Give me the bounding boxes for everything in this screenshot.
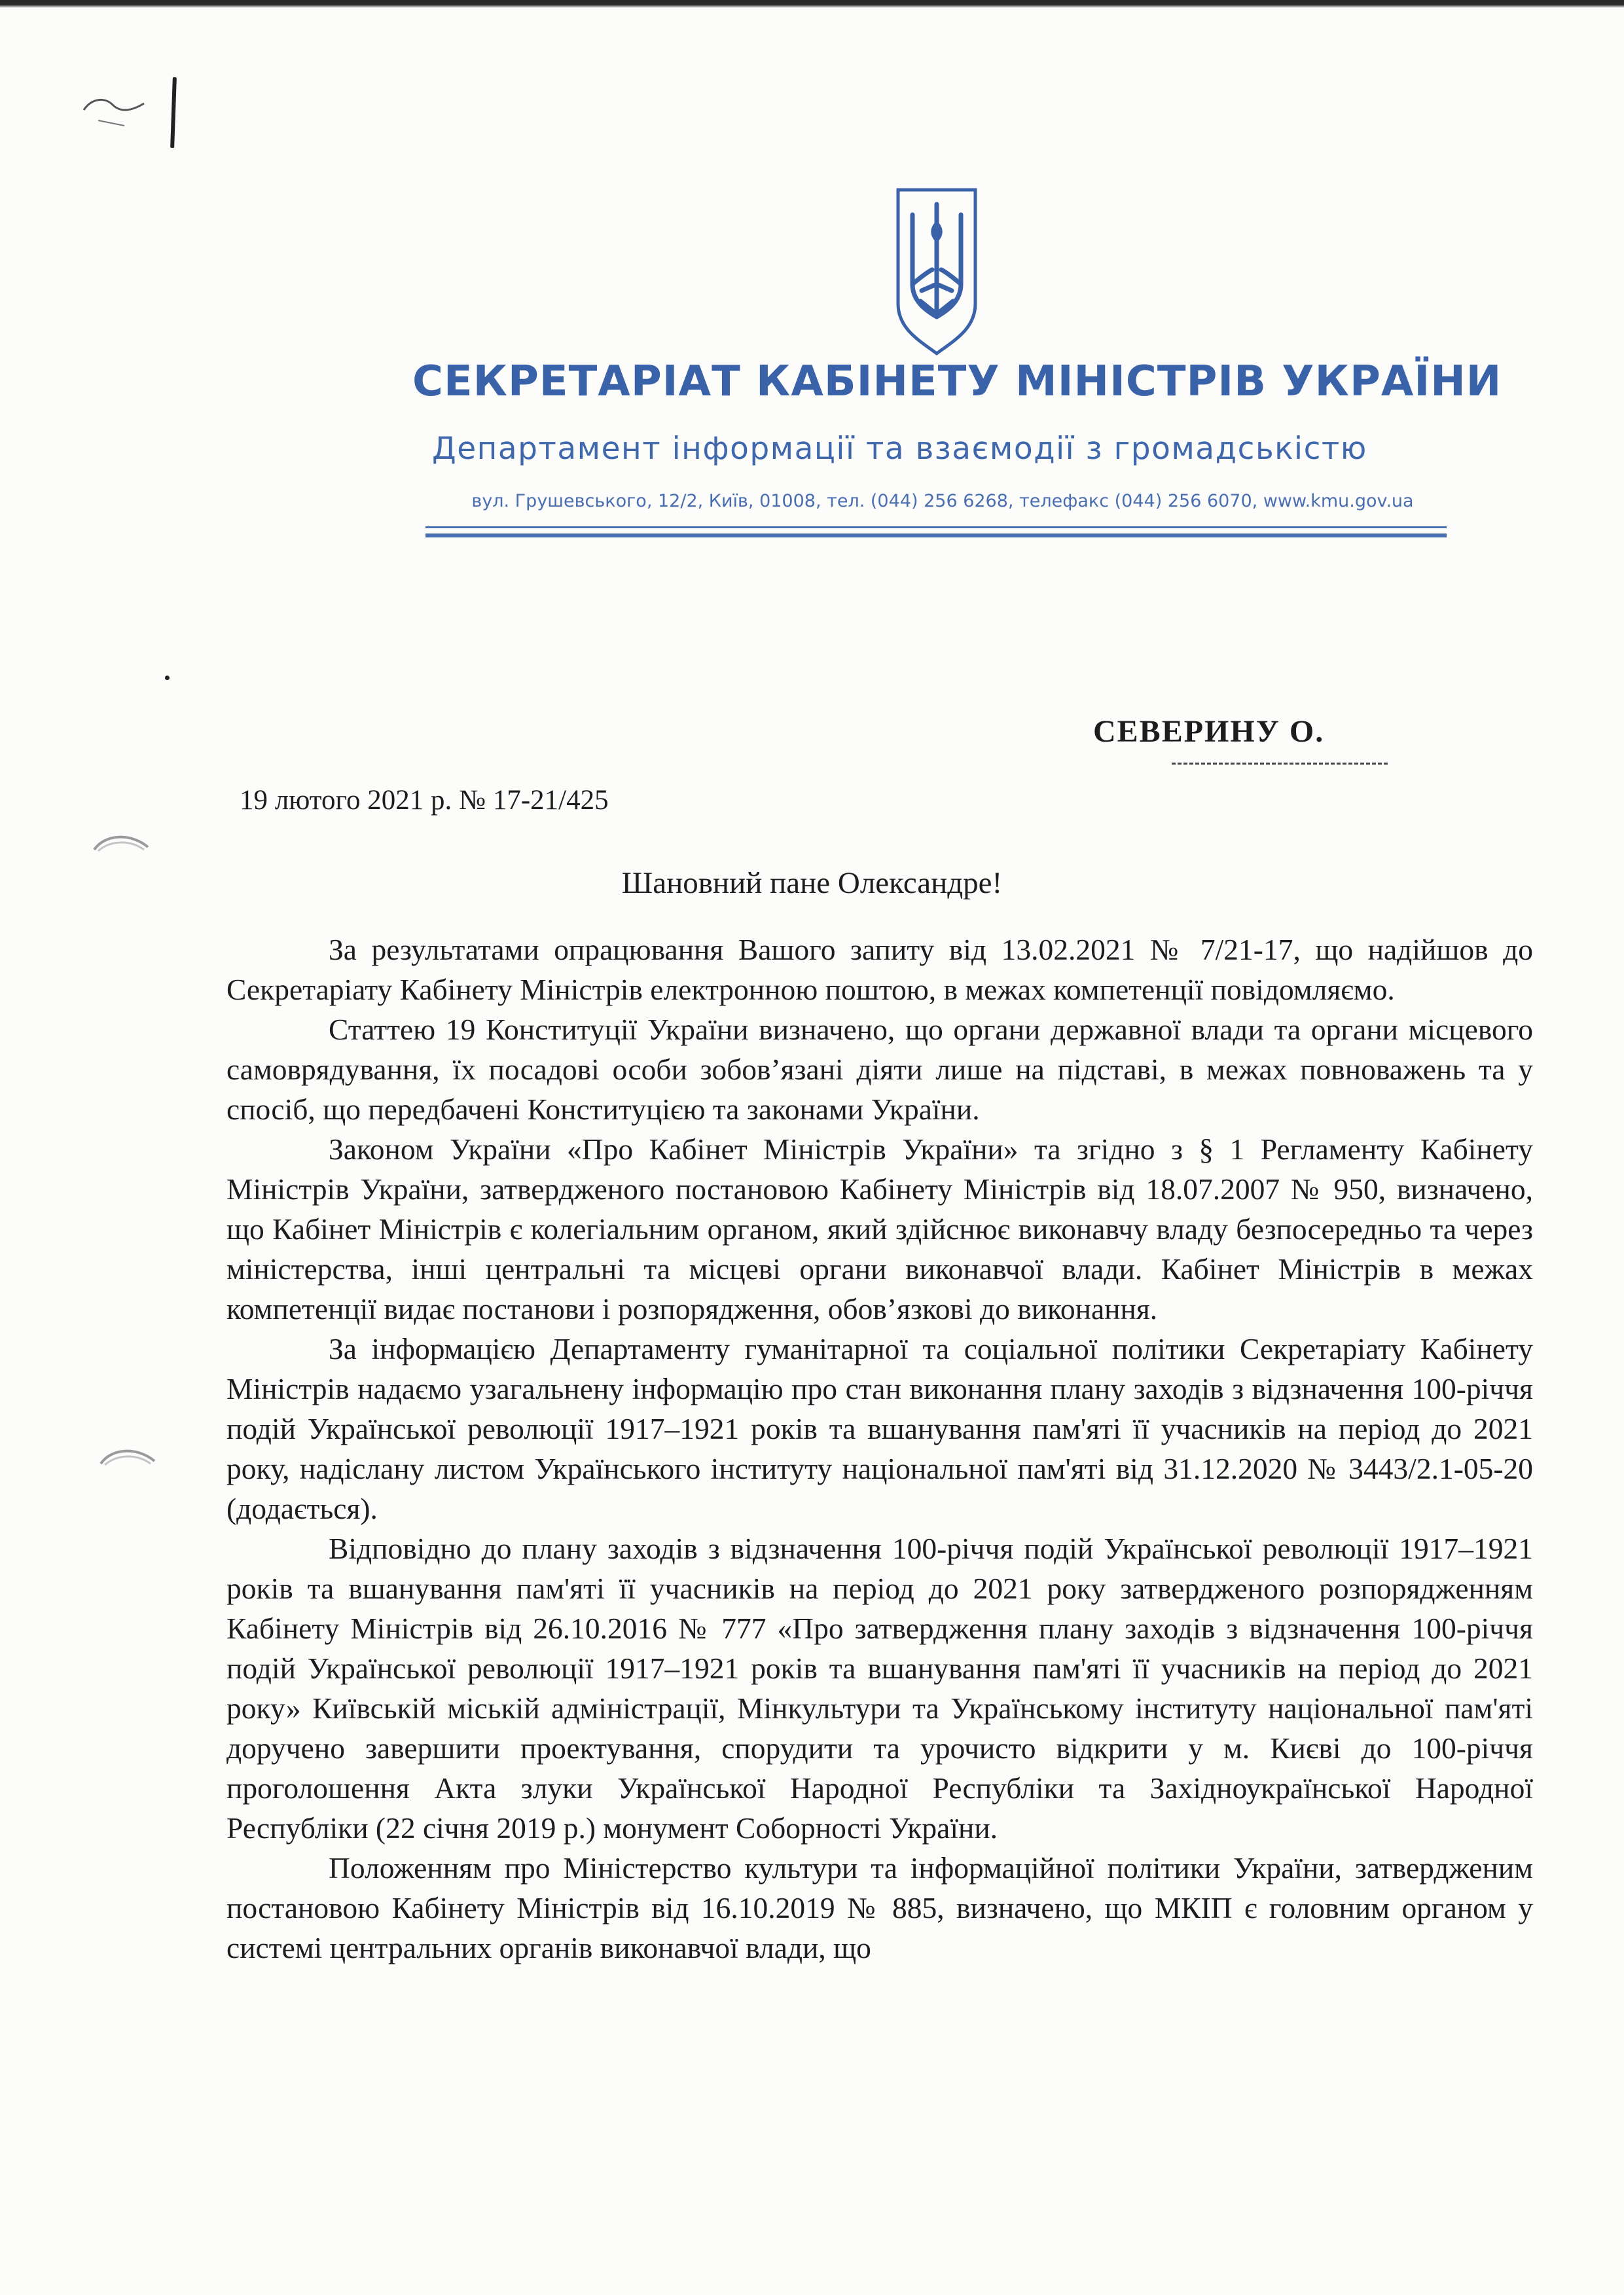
pen-scribble-mark [79, 92, 151, 131]
addressee: СЕВЕРИНУ О. [1093, 714, 1325, 749]
letterhead-divider-thick [425, 533, 1447, 537]
registration-date-number: 19 лютого 2021 р. № 17-21/425 [240, 785, 609, 816]
department-name: Департамент інформації та взаємодії з громадськістю [432, 431, 1367, 467]
paragraph: Статтею 19 Конституції України визначено, що органи державної влади та органи місцевого самоврядування, їх посадові особи зобов’язані діяти лише на підставі, в межах повноважень та у спосіб, що передбачені Конституцією та законами України. [226, 1013, 1533, 1126]
salutation: Шановний пане Олександре! [621, 866, 1003, 900]
ink-dot-mark [165, 676, 170, 680]
contact-line: вул. Грушевського, 12/2, Київ, 01008, тел. (044) 256 6268, телефакс (044) 256 6070, www.kmu.gov.ua [471, 491, 1414, 511]
punch-hole-shadow [98, 1445, 157, 1468]
organization-title: СЕКРЕТАРІАТ КАБІНЕТУ МІНІСТРІВ УКРАЇНИ [412, 357, 1502, 406]
paragraph: Відповідно до плану заходів з відзначення 100-річчя подій Української революції 1917–1921 років та вшанування пам'яті її учасників на період до 2021 року затвердженого розпорядженням Кабінету Міністрів від 26.10.2016 № 777 «Про затвердження плану заходів з відзначення 100-річчя подій Української революції 1917–1921 років та вшанування пам'яті її учасників на період до 2021 року» Київській міській адміністрації, Мінкультури та Українському інституту національної пам'яті доручено завершити проектування, спорудити та урочисто відкрити у м. Києві до 100-річчя проголошення Акта злуки Української Народної Республіки та Західноукраїнської Народної Республіки (22 січня 2019 р.) монумент Соборності України. [226, 1532, 1533, 1845]
scan-top-edge [0, 0, 1624, 8]
paragraph: Положенням про Міністерство культури та інформаційної політики України, затвердженим постановою Кабінету Міністрів від 16.10.2019 № 885, визначено, що МКІП є головним органом у системі центральних органів виконавчої влади, що [226, 1851, 1533, 1964]
addressee-underline [1172, 763, 1388, 766]
letterhead-divider-thin [425, 526, 1447, 528]
punch-hole-shadow [92, 831, 151, 854]
trident-coat-of-arms-icon [894, 186, 979, 357]
paragraph: За результатами опрацювання Вашого запиту від 13.02.2021 № 7/21-17, що надійшов до Секретаріату Кабінету Міністрів електронною поштою, в межах компетенції повідомляємо. [226, 933, 1533, 1006]
letter-body [226, 930, 1533, 1968]
pen-stroke-mark [170, 77, 177, 148]
paragraph: За інформацією Департаменту гуманітарної та соціальної політики Секретаріату Кабінету Міністрів надаємо узагальнену інформацію про стан виконання плану заходів з відзначення 100-річчя подій Української революції 1917–1921 років та вшанування пам'яті її учасників на період до 2021 року, надіслану листом Українського інституту національної пам'яті від 31.12.2020 № 3443/2.1-05-20 (додається). [226, 1332, 1533, 1525]
paragraph: Законом України «Про Кабінет Міністрів України» та згідно з § 1 Регламенту Кабінету Міністрів України, затвердженого постановою Кабінету Міністрів від 18.07.2007 № 950, визначено, що Кабінет Міністрів є колегіальним органом, який здійснює виконавчу владу безпосередньо та через міністерства, інші центральні та місцеві органи виконавчої влади. Кабінет Міністрів в межах компетенції видає постанови і розпорядження, обов’язкові до виконання. [226, 1132, 1533, 1326]
